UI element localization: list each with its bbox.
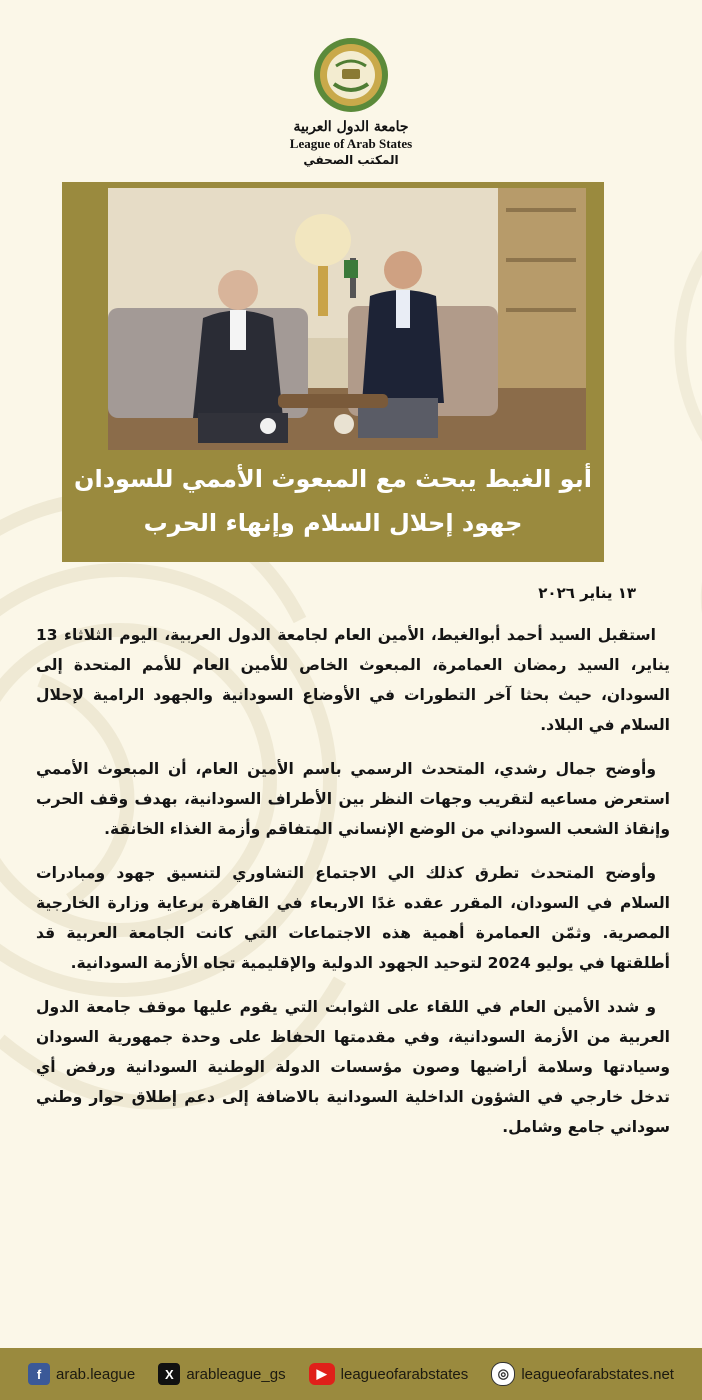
paragraph-3: وأوضح المتحدث تطرق كذلك الي الاجتماع التشاوري لتنسيق جهود ومبادرات السلام في السودان، المقرر عقده غدًا الاربعاء في القاهرة برعاية وزارة الخارجية المصرية. وثمّن العمامرة أهمية هذه الاجتماعات التي كانت الجامعة العربية قد أطلقتها في يوليو 2024 لتوحيد الجهود الدولية والإقليمية تجاه الأزمة السودانية. — [36, 864, 670, 972]
org-name-arabic: جامعة الدول العربية — [293, 119, 409, 135]
press-office-label: المكتب الصحفي — [303, 153, 399, 167]
youtube-icon: ▶ — [309, 1363, 335, 1385]
facebook-link[interactable] — [28, 1363, 135, 1385]
header — [0, 36, 702, 169]
org-name-english: League of Arab States — [289, 136, 413, 151]
headline — [62, 457, 604, 545]
publish-date: ١٣ يناير ٢٠٢٦ — [538, 584, 636, 602]
youtube-link[interactable] — [309, 1363, 469, 1385]
headline-line-2: جهود إحلال السلام وإنهاء الحرب — [143, 509, 523, 537]
x-link[interactable] — [158, 1363, 285, 1385]
x-icon: X — [158, 1363, 180, 1385]
website-link[interactable] — [491, 1362, 674, 1386]
paragraph-4: و شدد الأمين العام في اللقاء على الثوابت التي يقوم عليها موقف جامعة الدول العربية من الأزمة السودانية، وفي مقدمتها الحفاظ على وحدة جمهورية السودان وسيادتها وسلامة أراضيها وصون مؤسسات الدولة الوطنية السودانية ورفض أي تدخل خارجي في الشؤون الداخلية السودانية بالاضافة إلى دعم إطلاق حوار وطني سوداني جامع وشامل. — [36, 998, 670, 1136]
headline-panel — [62, 182, 604, 562]
website-url: leagueofarabstates.net — [521, 1365, 674, 1383]
paragraph-2: وأوضح جمال رشدي، المتحدث الرسمي باسم الأمين العام، أن المبعوث الأممي استعرض مساعيه لتقريب وجهات النظر بين الأطراف السودانية، بهدف وقف الحرب وإنقاذ الشعب السوداني من الوضع الإنساني المتفاقم وأزمة الغذاء الخانقة. — [36, 760, 670, 838]
youtube-handle: leagueofarabstates — [340, 1365, 469, 1383]
arab-league-emblem-icon — [312, 36, 390, 114]
facebook-icon: f — [28, 1363, 50, 1385]
meeting-photo — [108, 188, 586, 450]
meeting-photo-illustration — [108, 188, 586, 450]
globe-icon: ◎ — [491, 1362, 515, 1386]
social-footer — [0, 1348, 702, 1400]
facebook-handle: arab.league — [56, 1365, 136, 1383]
paragraph-1: استقبل السيد أحمد أبوالغيط، الأمين العام لجامعة الدول العربية، اليوم الثلاثاء 13 يناير، السيد رمضان العمامرة، المبعوث الخاص للأمين العام للأمم المتحدة إلى السودان، حيث بحثا آخر التطورات في الأوضاع السودانية والجهود الرامية لإحلال السلام في البلاد. — [36, 626, 670, 734]
headline-line-1: أبو الغيط يبحث مع المبعوث الأممي للسودان — [74, 465, 592, 493]
x-handle: arableague_gs — [186, 1365, 286, 1383]
article-body — [36, 620, 670, 1156]
